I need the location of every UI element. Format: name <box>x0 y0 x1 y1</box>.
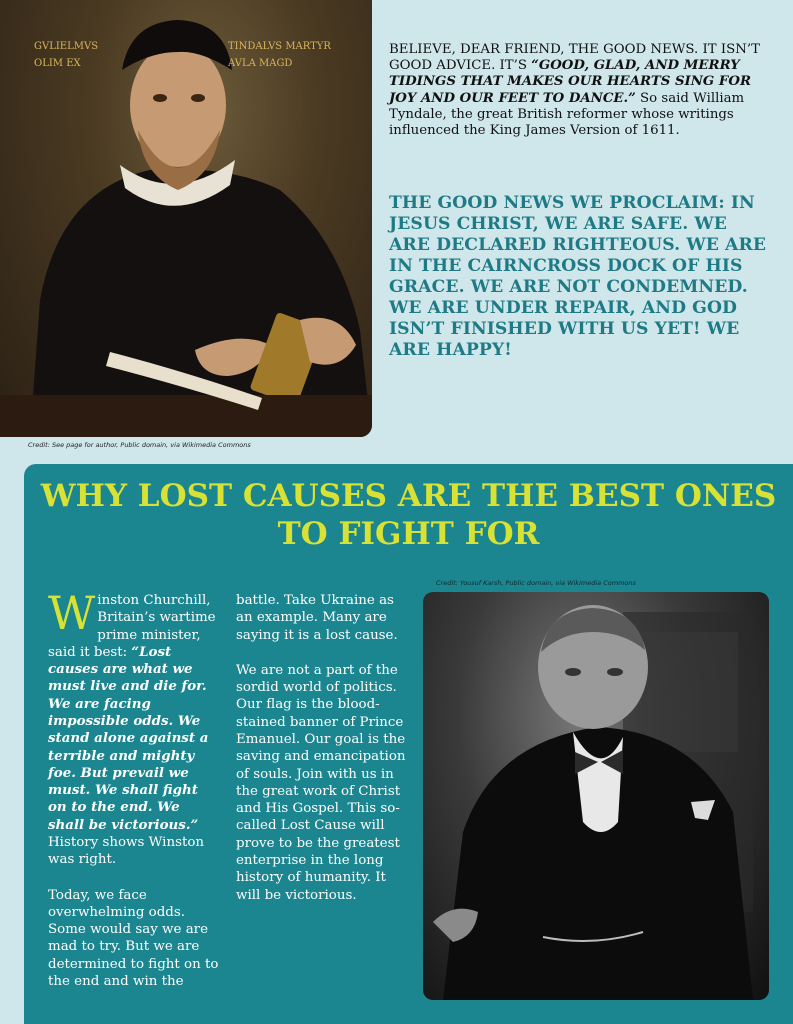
article-column-2 <box>236 592 410 922</box>
section-headline: WHY LOST CAUSES ARE THE BEST ONES TO FIGHT FOR <box>40 478 777 552</box>
intro-text-b: So said William Tyndale, the great British reformer whose writings influenced the King James Version of 1611. <box>389 90 745 139</box>
proclamation: THE GOOD NEWS WE PROCLAIM: IN JESUS CHRIST, WE ARE SAFE. WE ARE DECLARED RIGHTEOUS. WE ARE IN THE CAIRNCROSS DOCK OF HIS GRACE. WE ARE NOT CONDEMNED. WE ARE UNDER REPAIR, AND GOD ISN’T FINISHED WITH US YET! WE ARE HAPPY! <box>389 193 767 360</box>
portrait-inscription-right: TINDALVS MARTYR AVLA MAGD <box>228 41 331 69</box>
churchill-illustration <box>423 592 769 1000</box>
tyndale-credit: Credit: See page for author, Public domain, via Wikimedia Commons <box>28 441 251 449</box>
portrait-inscription-left: GVLIELMVS OLIM EX <box>34 41 99 69</box>
churchill-portrait <box>423 592 769 1000</box>
today-paragraph: Today, we face overwhelming odds. Some would say we are mad to try. But we are determined to fight on to the end and win the <box>48 887 219 989</box>
article-column-1 <box>48 586 220 1008</box>
tyndale-quote: “GOOD, GLAD, AND MERRY TIDINGS THAT MAKES OUR HEARTS SING FOR JOY AND OUR FEET TO DANCE.” <box>389 58 751 106</box>
ukraine-paragraph: battle. Take Ukraine as an example. Many are saying it is a lost cause. <box>236 593 398 643</box>
drop-cap: W <box>48 586 96 640</box>
col1-text-b: History shows Winston was right. <box>48 834 205 868</box>
intro-paragraph <box>389 42 769 139</box>
intro-text-a: BELIEVE, DEAR FRIEND, THE GOOD NEWS. IT ISN’T GOOD ADVICE. IT’S <box>389 42 760 74</box>
col1-text-a: inston Churchill, Britain’s wartime prime minister, said it best: <box>48 593 216 660</box>
churchill-paragraph <box>48 586 220 869</box>
churchill-quote: “Lost causes are what we must live and die for. We are facing impossible odds. We stand alone against a terrible and mighty foe. But prevail we must. We shall fight on to the end. We shall be victorious.” <box>48 643 209 833</box>
mission-paragraph: We are not a part of the sordid world of politics. Our flag is the blood-stained banner of Prince Emanuel. Our goal is the saving and emancipation of souls. Join with us in the great work of Christ and His Gospel. This so-called Lost Cause will prove to be the greatest enterprise in the long history of humanity. It will be victorious. <box>236 662 406 903</box>
churchill-credit: Credit: Yousuf Karsh, Public domain, via Wikimedia Commons <box>436 579 636 587</box>
tyndale-portrait <box>0 0 372 437</box>
